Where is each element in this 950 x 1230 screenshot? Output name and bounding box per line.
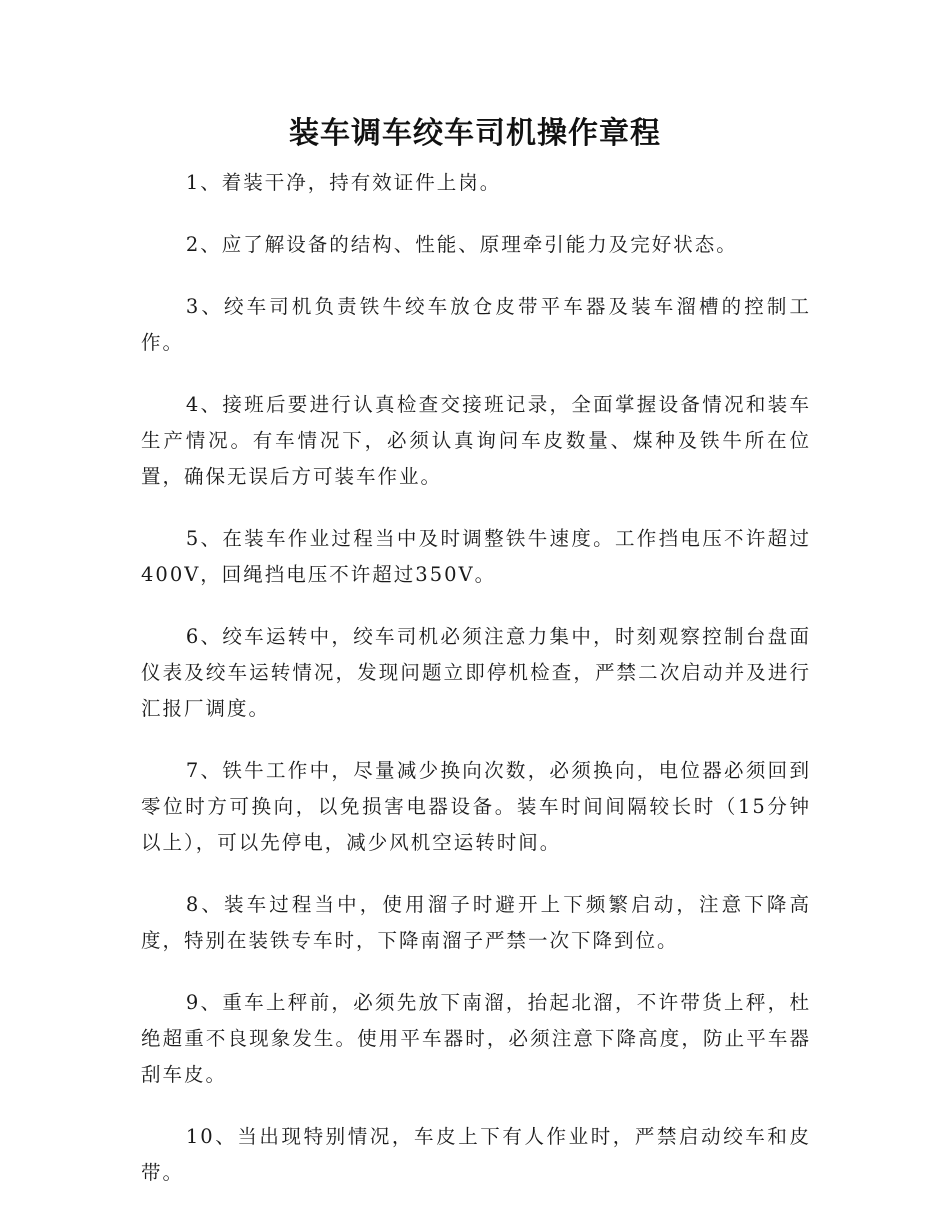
paragraph-8: 8、装车过程当中，使用溜子时避开上下频繁启动，注意下降高度，特别在装铁专车时，下降南溜子严禁一次下降到位。 — [141, 893, 811, 952]
paragraph-5: 5、在装车作业过程当中及时调整铁牛速度。工作挡电压不许超过400V，回绳挡电压不许超过350V。 — [141, 527, 811, 586]
paragraph-1: 1、着装干净，持有效证件上岗。 — [185, 171, 502, 194]
document-body — [141, 165, 811, 1217]
paragraph-9: 9、重车上秤前，必须先放下南溜，抬起北溜，不许带货上秤，杜绝超重不良现象发生。使用平车器时，必须注意下降高度，防止平车器刮车皮。 — [141, 991, 811, 1086]
paragraph-6: 6、绞车运转中，绞车司机必须注意力集中，时刻观察控制台盘面仪表及绞车运转情况，发现问题立即停机检查，严禁二次启动并及进行汇报厂调度。 — [141, 625, 811, 720]
paragraph-4: 4、接班后要进行认真检查交接班记录，全面掌握设备情况和装车生产情况。有车情况下，必须认真询问车皮数量、煤种及铁牛所在位置，确保无误后方可装车作业。 — [141, 393, 811, 488]
paragraph-2: 2、应了解设备的结构、性能、原理牵引能力及完好状态。 — [185, 233, 738, 256]
paragraph-7: 7、铁牛工作中，尽量减少换向次数，必须换向，电位器必须回到零位时方可换向，以免损害电器设备。装车时间间隔较长时（15分钟以上），可以先停电，减少风机空运转时间。 — [141, 759, 811, 854]
paragraph-3: 3、绞车司机负责铁牛绞车放仓皮带平车器及装车溜槽的控制工作。 — [141, 295, 811, 354]
paragraph-10: 10、当出现特别情况，车皮上下有人作业时，严禁启动绞车和皮带。 — [141, 1125, 811, 1184]
document-title: 装车调车绞车司机操作章程 — [289, 116, 661, 151]
